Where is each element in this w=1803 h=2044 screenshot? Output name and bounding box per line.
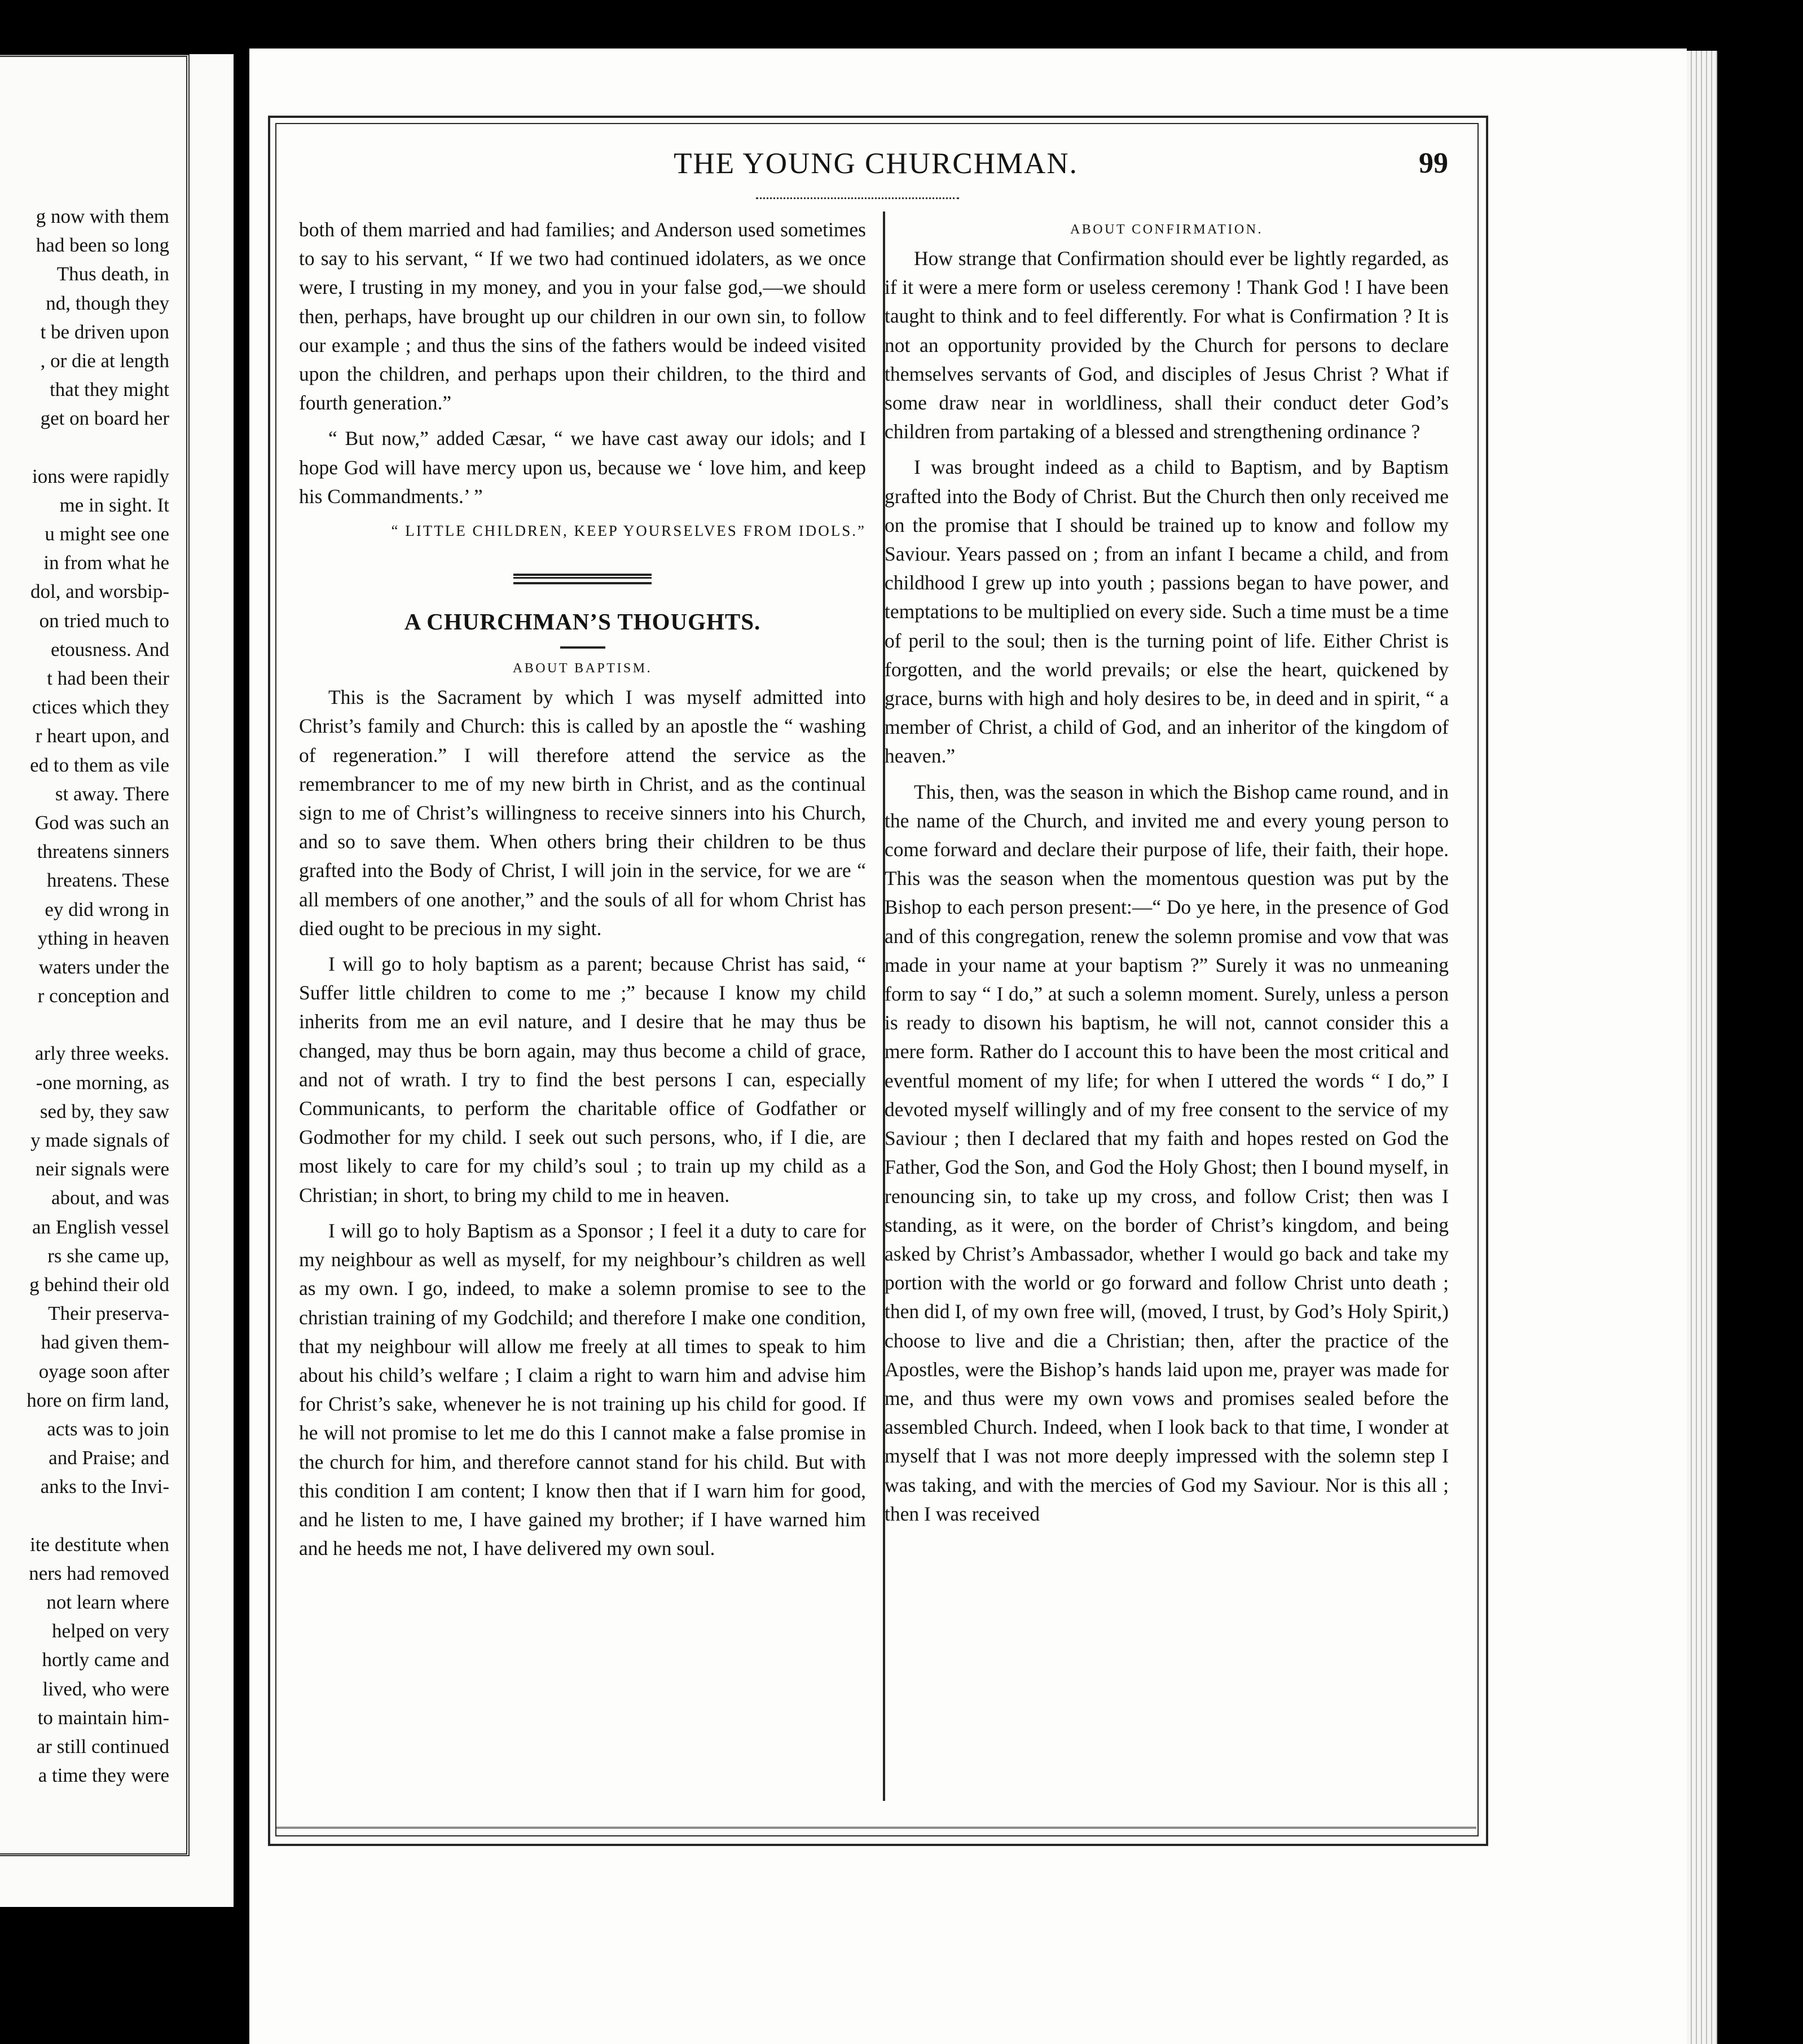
previous-page-line: , or die at length <box>40 349 169 372</box>
previous-page-line: ed to them as vile <box>30 754 169 776</box>
previous-page-line: neir signals were <box>35 1158 169 1180</box>
baptism-paragraph-3: I will go to holy Baptism as a Sponsor ; I feel it a duty to care for my neighbour as well as myself, for my neighbour’s children as well as my own. I go, indeed, to make a solemn promise to see to the christian training of my Godchild; and therefore I make one condition, that my neighbour will allow me freely at all times to speak to him about his child’s welfare ; I claim a right to warn him and advise him for Christ’s sake, whenever he is not training up his child for good. If he will not promise to let me do this I cannot make a false promise in the church for him, and therefore cannot stand for his child. But with this condition I am content; I know then that if I warn him for good, and he listen to me, I have gained my brother; if I have warned him and he heeds me not, I have delivered my own soul. <box>299 1219 866 1560</box>
previous-page-line: r conception and <box>37 985 169 1007</box>
previous-page-line: threatens sinners <box>37 840 169 863</box>
previous-page-line: g now with them <box>36 205 169 227</box>
previous-page-line: hore on firm land, <box>27 1389 169 1411</box>
previous-page-line: -one morning, as <box>36 1071 169 1094</box>
subheading-baptism: ABOUT BAPTISM. <box>512 661 653 676</box>
previous-page-line <box>0 1010 169 1039</box>
previous-page-line: dol, and worsbip- <box>30 580 169 603</box>
previous-page-line: acts was to join <box>47 1417 169 1440</box>
previous-page-line: that they might <box>50 378 169 401</box>
previous-page-line: Their preserva- <box>48 1302 169 1325</box>
previous-page-line: in from what he <box>43 552 169 574</box>
previous-page-line: sed by, they saw <box>39 1100 169 1122</box>
running-title: THE YOUNG CHURCHMAN. <box>674 147 1078 180</box>
bottom-rule <box>275 1827 1476 1829</box>
previous-page-line: t be driven upon <box>40 320 169 343</box>
previous-page-line: not learn where <box>46 1591 169 1613</box>
previous-page-line: nd, though they <box>46 292 169 314</box>
previous-page-line: hreatens. These <box>46 869 169 892</box>
section-title: A CHURCHMAN’S THOUGHTS. <box>404 609 761 635</box>
previous-page-line: t had been their <box>47 667 169 689</box>
previous-page-line: to maintain him- <box>37 1706 169 1729</box>
previous-page-line: hortly came and <box>42 1649 169 1671</box>
previous-page-line: st away. There <box>55 782 169 805</box>
previous-page-line <box>0 1501 169 1530</box>
previous-page-line: ctices which they <box>32 696 169 719</box>
baptism-paragraph-2: I will go to holy baptism as a parent; because Christ has said, “ Suffer little children to come to me ;” because I know my child inherits from me an evil nature, and I desire that he may thus be changed, may thus be born again, may thus become a child of grace, and not of wrath. I try to find the best persons I can, especially Communicants, to perform the charitable office of Godfather or Godmother for my child. I seek out such persons, who, if I die, are most likely to care for my child’s soul ; to train up my child as a Christian; in short, to bring my child to me in heaven. <box>299 953 866 1206</box>
previous-page-line: an English vessel <box>32 1215 169 1238</box>
previous-page-line: waters under the <box>38 955 169 978</box>
previous-page-line <box>0 433 169 462</box>
story-continuation-2: “ But now,” added Cæsar, “ we have cast away our idols; and I hope God will have mercy upon us, because we ‘ love him, and keep his Commandments.’ ” <box>299 427 866 508</box>
previous-page-line: ar still continued <box>36 1735 169 1757</box>
previous-page-line: etousness. And <box>51 638 169 660</box>
left-column <box>299 215 866 1563</box>
previous-page-line: ite destitute when <box>30 1533 169 1556</box>
previous-page-line: and Praise; and <box>49 1447 169 1469</box>
previous-page-line: ey did wrong in <box>45 898 169 920</box>
page-number: 99 <box>1419 147 1448 179</box>
header-ornament-rule <box>756 197 959 199</box>
previous-page-line: anks to the Invi- <box>40 1475 169 1498</box>
previous-page-line: a time they were <box>38 1764 169 1787</box>
previous-page-line: God was such an <box>34 811 169 834</box>
confirmation-paragraph-1: How strange that Confirmation should ever be lightly regarded, as if it were a mere form or useless ceremony ! Thank God ! I have been taught to think and to feel differently. For what is Confirmation ? It is not an opportunity provided by the Church for persons to declare themselves servants of God, and disciples of Jesus Christ ? What if some draw near in worldliness, shall their conduct deter God’s children from partaking of a blessed and strengthening ordinance ? <box>885 247 1449 443</box>
right-column <box>885 215 1449 1528</box>
previous-page-line: get on board her <box>40 407 169 430</box>
previous-page-line: ners had removed <box>29 1562 169 1584</box>
previous-page-line: lived, who were <box>42 1677 169 1700</box>
previous-page-line: rs she came up, <box>47 1244 169 1267</box>
previous-page-line: helped on very <box>52 1620 169 1642</box>
previous-page-line: Thus death, in <box>56 263 169 285</box>
previous-page-line: ions were rapidly <box>32 465 169 487</box>
previous-page-line: had been so long <box>36 234 169 257</box>
previous-page-line: r heart upon, and <box>35 725 169 747</box>
previous-page-line: me in sight. It <box>59 494 169 516</box>
previous-page-line: arly three weeks. <box>34 1042 169 1065</box>
running-header <box>275 147 1476 186</box>
confirmation-paragraph-2: I was brought indeed as a child to Baptism, and by Baptism grafted into the Body of Christ. But the Church then only received me on the promise that I should be trained up to know and follow my Saviour. Years passed on ; from an infant I became a child, and from childhood I grew up into youth ; passions began to have power, and temptations to be multiplied on every side. Such a time must be a time of peril to the soul; then is the turning point of life. Either Christ is forgotten, and the world prevails; or else the heart, quickened by grace, burns with high and holy desires to be, in deed and in spirit, “ a member of Christ, a child of God, and an inheritor of the kingdom of heaven.” <box>885 456 1449 768</box>
section-divider <box>513 574 652 584</box>
confirmation-paragraph-3: This, then, was the season in which the Bishop came round, and in the name of the Church, and invited me and every young person to come forward and declare their purpose of life, their faith, their hope. This was the season when the momentous question was put by the Bishop to each person present:—“ Do ye here, in the presence of God and of this congregation, renew the solemn promise and vow that was made in your name at your baptism ?” Surely it was no unmeaning form to say “ I do,” at such a solemn moment. Surely, unless a person is ready to disown his baptism, he will not, cannot consider this a mere form. Rather do I account this to have been the most critical and eventful moment of my life; for when I uttered the words “ I do,” I devoted myself willingly and of my free consent to the service of my Saviour ; then I declared that my faith and hopes rested on God the Father, God the Son, and God the Holy Ghost; then I bound myself, in renouncing sin, to take up my cross, and follow Crist; then was I standing, as it were, on the border of Christ’s kingdom, and being asked by Christ’s Ambassador, whether I would go back and take my portion with the world or go forward and follow Christ unto death ; then did I, of my own free will, (moved, I trust, by God’s Holy Spirit,) choose to live and die a Christian; then, after the practice of the Apostles, were the Bishop’s hands laid upon me, prayer was made for me, and thus were my own vows and promises sealed before the assembled Church. Indeed, when I look back to that time, I wonder at myself that I was not more deeply impressed with the solemn step I was taking, and with the mercies of God my Saviour. Nor is this all ; then I was received <box>885 780 1449 1525</box>
story-continuation: both of them married and had families; and Anderson used sometimes to say to his servant, “ If we two had continued idolaters, as we once were, I trusting in my money, and you in your false god,—we should then, perhaps, have brought up our children in our own sin, to follow our example ; and thus the sins of the fathers would be indeed visited upon the children, and perhaps upon their children, to the third and fourth generation.” <box>299 218 866 415</box>
previous-page-line: about, and was <box>51 1187 169 1209</box>
previous-page-line: y made signals of <box>30 1129 169 1151</box>
baptism-paragraph-1: This is the Sacrament by which I was myself admitted into Christ’s family and Church: this is called by an apostle the “ washing of regeneration.” I will therefore attend the service as the remembrancer to me of my new birth in Christ, and as the continual sign to me of Christ’s willingness to receive sinners into his Church, and so to save them. When others bring their children to be thus grafted into the Body of Christ, I will join in the service, for we are “ all members of one another,” and the souls of all for whom Christ has died ought to be precious in my sight. <box>299 686 866 940</box>
title-rule <box>560 646 605 649</box>
previous-page-line: ything in heaven <box>37 927 169 949</box>
previous-page-text <box>0 202 169 1790</box>
previous-page-line: g behind their old <box>29 1273 169 1296</box>
closing-quote: “ LITTLE CHILDREN, KEEP YOURSELVES FROM IDOLS.” <box>391 522 866 540</box>
previous-page-line: u might see one <box>45 523 169 545</box>
previous-page-line: had given them- <box>41 1331 169 1354</box>
page-edges <box>1687 51 1717 2044</box>
previous-page-line: on tried much to <box>39 609 169 632</box>
subheading-confirmation: ABOUT CONFIRMATION. <box>1070 222 1264 237</box>
previous-page-line: oyage soon after <box>38 1360 169 1382</box>
